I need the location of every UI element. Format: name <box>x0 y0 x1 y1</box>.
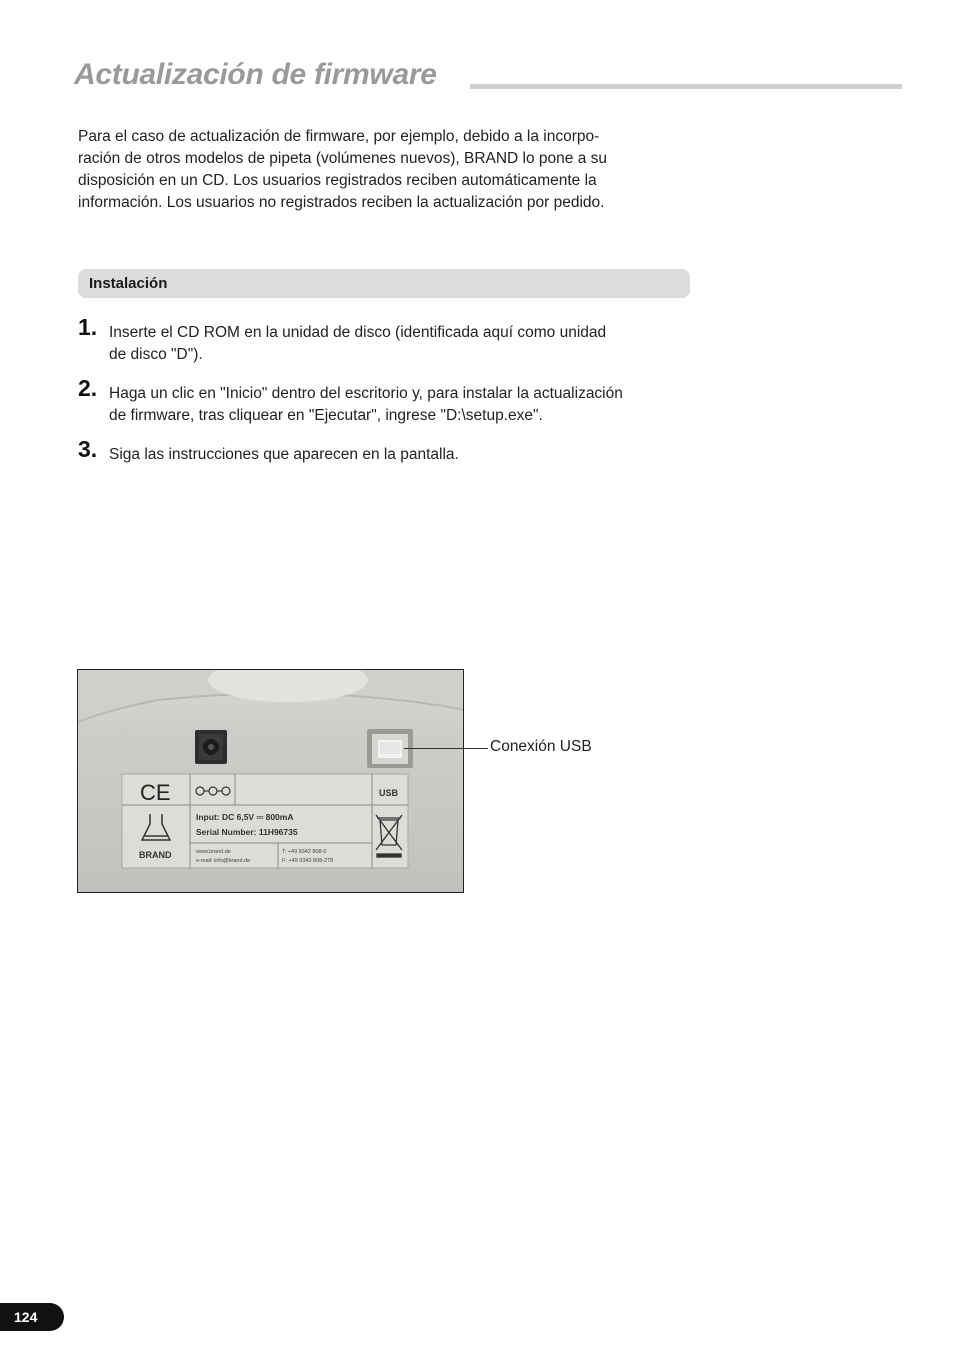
label-plate <box>122 774 408 868</box>
intro-line: ración de otros modelos de pipeta (volúmenes nuevos), BRAND lo pone a su <box>78 150 608 167</box>
phone-number: T: +49 9342 808-0 <box>282 849 327 855</box>
callout-leader-line <box>404 748 488 749</box>
web-address: www.brand.de <box>196 849 231 855</box>
step-number: 3. <box>78 436 98 462</box>
page-number: 124 <box>14 1309 38 1325</box>
step-line: Inserte el CD ROM en la unidad de disco (identificada aquí como unidad <box>109 324 607 341</box>
usb-label: USB <box>379 788 399 798</box>
title-rule <box>470 84 902 89</box>
step-text <box>109 383 699 427</box>
fax-number: F: +49 9342 808-278 <box>282 858 334 864</box>
section-label: Instalación <box>89 275 168 292</box>
step-text <box>109 322 699 366</box>
intro-line: Para el caso de actualización de firmware, por ejemplo, debido a la incorpo- <box>78 128 600 145</box>
email-address: e-mail: info@brand.de <box>196 858 251 864</box>
device-illustration <box>78 670 463 892</box>
intro-line: información. Los usuarios no registrados reciben la actualización por pedido. <box>78 194 605 211</box>
step-line: de firmware, tras cliquear en "Ejecutar", ingrese "D:\setup.exe". <box>109 407 543 424</box>
section-header <box>78 269 690 298</box>
dc-jack-icon <box>195 730 227 764</box>
page-title: Actualización de firmware <box>74 58 437 91</box>
step-number: 1. <box>78 314 98 340</box>
step-number: 2. <box>78 375 98 401</box>
step-line: Siga las instrucciones que aparecen en la pantalla. <box>109 446 459 463</box>
intro-paragraph <box>78 126 698 214</box>
usb-callout-label: Conexión USB <box>490 738 592 755</box>
intro-line: disposición en un CD. Los usuarios registrados reciben automáticamente la <box>78 172 597 189</box>
step-line: de disco "D"). <box>109 346 203 363</box>
serial-number: Serial Number: 11H96735 <box>196 827 298 837</box>
device-back-photo <box>77 669 464 893</box>
step-text <box>109 444 699 466</box>
input-spec: Input: DC 6,5V ⎓ 800mA <box>196 812 294 822</box>
step-line: Haga un clic en "Inicio" dentro del escritorio y, para instalar la actualización <box>109 385 623 402</box>
brand-label: BRAND <box>139 850 172 860</box>
page-number-tab <box>0 1303 64 1331</box>
ce-mark: CE <box>140 780 171 805</box>
